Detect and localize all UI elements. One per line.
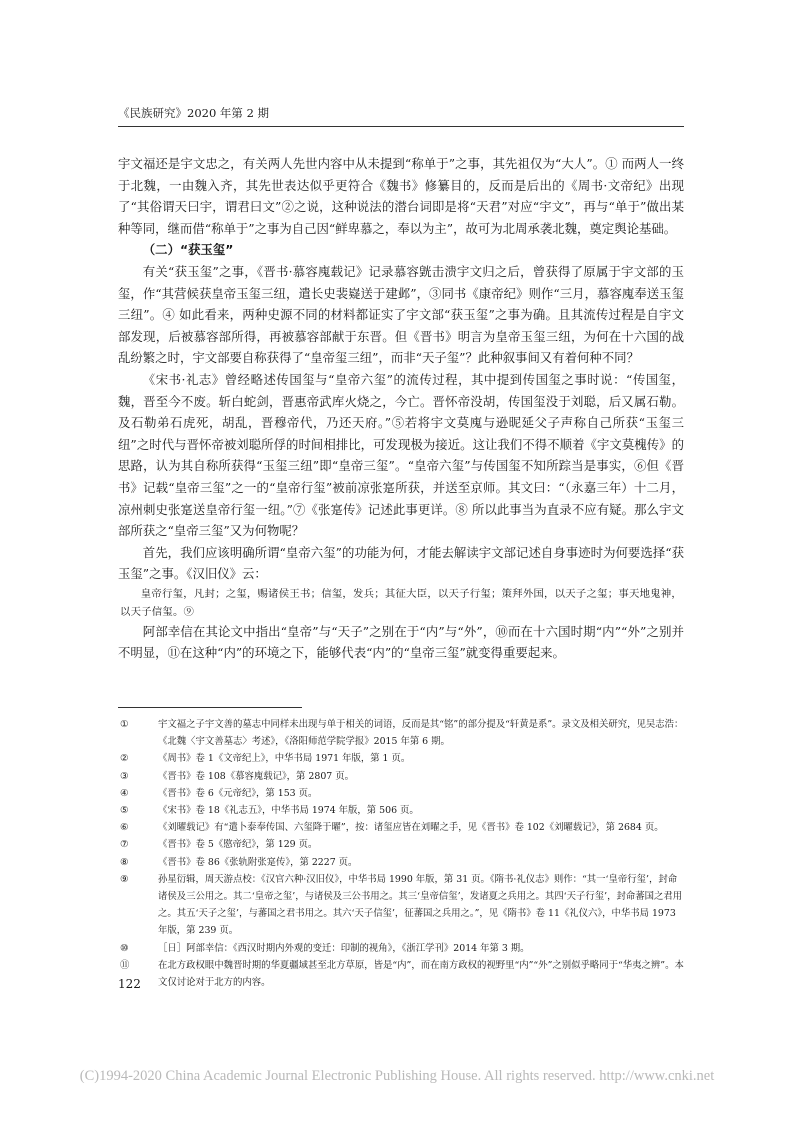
footnote <box>118 854 684 871</box>
body-paragraph: 《宋书·礼志》曾经略述传国玺与“皇帝六玺”的流传过程，其中提到传国玺之事时说：“传国玺，魏，晋至今不废。斩白蛇剑，晋惠帝武库火烧之，今亡。晋怀帝没胡，传国玺没于刘聪，后又属石勒。及石勒弟石虎死，胡乱，晋穆帝代，乃还天府。”⑤若将宇文莫廆与逊昵延父子声称自己所获“玉玺三纽”之时代与晋怀帝被刘聪所俘的时间相排比，可发现极为接近。这让我们不得不顺着《宇文莫槐传》的思路，认为其自称所获得“玉玺三纽”即“皇帝三玺”。“皇帝六玺”与传国玺不知所踪当是事实，⑥但《晋书》记载“皇帝三玺”之一的“皇帝行玺”被前凉张寔所获，并送至京师。其文曰：“（永嘉三年）十二月，凉州刺史张寔送皇帝行玺一纽。”⑦《张寔传》记述此事更详。⑧ 所以此事当为直录不应有疑。那么宇文部所获之“皇帝三玺”又为何物呢？ <box>118 371 684 539</box>
body-paragraph: 阿部幸信在其论文中指出“皇帝”与“天子”之别在于“内”与“外”，⑩而在十六国时期“内”“外”之别并不明显，⑪在这种“内”的环境之下，能够代表“内”的“皇帝三玺”就变得重要起来。 <box>118 623 684 661</box>
footnote-text: 《宋书》卷 18《礼志五》，中华书局 1974 年版，第 506 页。 <box>158 805 419 817</box>
footnotes <box>118 716 684 991</box>
footnote-text: 《刘曜载记》有“遣卜泰奉传国、六玺降于曜”，按：诸玺应皆在刘曜之手，见《晋书》卷 102《刘曜载记》，第 2684 页。 <box>158 822 664 834</box>
footnote-text: 《晋书》卷 6《元帝纪》，第 153 页。 <box>158 787 318 799</box>
footnote <box>118 957 684 991</box>
footnote <box>118 836 684 853</box>
page-number: 122 <box>118 977 141 991</box>
footnote <box>118 768 684 785</box>
footnote-mark: ② <box>120 753 129 765</box>
footnote-mark: ⑩ <box>120 942 129 954</box>
footnote <box>118 802 684 819</box>
footnote-mark: ④ <box>120 787 129 799</box>
footnote <box>118 750 684 767</box>
body-paragraph: 宇文福还是宇文忠之，有关两人先世内容中从未提到“称单于”之事，其先祖仅为“大人”。① 而两人一终于北魏，一由魏入齐，其先世表达似乎更符合《魏书》修纂目的，反而是后出的《周书·文帝纪》出现了“其俗谓天曰宇，谓君曰文”②之说，这种说法的潜台词即是将“天君”对应“宇文”，再与“单于”做出某种等同，继而借“称单于”之事为自己因“鲜卑慕之，奉以为主”，故可为北周承袭北魏，奠定舆论基础。 <box>118 156 684 236</box>
body-paragraph: 首先，我们应该明确所谓“皇帝六玺”的功能为何，才能去解读宇文部记述自身事迹时为何要选择“获玉玺”之事。《汉旧仪》云： <box>118 544 684 582</box>
section-heading: （二）“获玉玺” <box>142 242 234 258</box>
footnote-text: 《周书》卷 1《文帝纪上》，中华书局 1971 年版，第 1 页。 <box>158 753 411 765</box>
footnote <box>118 819 684 836</box>
footnote-mark: ⑥ <box>120 822 129 834</box>
footnote-mark: ⑪ <box>120 959 130 971</box>
journal-header: 《民族研究》2020 年第 2 期 <box>118 106 270 120</box>
footnote-text: 在北方政权眼中魏晋时期的华夏疆域甚至北方草原，皆是“内”，而在南方政权的视野里“内”“外”之别似乎略同于“华夷之辨”。本文仅讨论对于北方的内容。 <box>158 959 684 989</box>
footnote-text: 宇文福之子宇文善的墓志中同样未出现与单于相关的词语，反而是其“铭”的部分提及“轩黄是系”。录文及相关研究，见吴志浩：《北魏〈宇文善墓志〉考述》，《洛阳师范学院学报》2015 年第 6 期。 <box>158 719 684 748</box>
body-paragraph: 有关“获玉玺”之事，《晋书·慕容廆载记》记录慕容皝击溃宇文归之后，曾获得了原属于宇文部的玉玺，作“其营候获皇帝玉玺三纽，遣长史裴嶷送于建邺”，③同书《康帝纪》则作“三月，慕容廆奉送玉玺三纽”。④ 如此看来，两种史源不同的材料都证实了宇文部“获玉玺”之事为确。且其流传过程是自宇文部发现，后被慕容部所得，再被慕容部献于东晋。但《晋书》明言为皇帝玉玺三纽，为何在十六国的战乱纷繁之时，宇文部要自称获得了“皇帝玺三纽”，而非“天子玺”？此种叙事间又有着何种不同？ <box>118 263 684 366</box>
footnote-mark: ⑤ <box>120 805 129 817</box>
block-quote: 皇帝行玺，凡封；之玺，赐诸侯王书；信玺，发兵；其征大臣，以天子行玺；策拜外国，以天子之玺；事天地鬼神，以天子信玺。⑨ <box>120 587 682 618</box>
footnote-text: ［日］阿部幸信：《西汉时期内外观的变迁：印制的视角》，《浙江学刊》2014 年第 3 期。 <box>158 942 530 954</box>
footnote-mark: ⑨ <box>120 873 129 885</box>
footnote <box>118 716 684 750</box>
copyright-footer: (C)1994-2020 China Academic Journal Electronic Publishing House. All rights reserved. http://www.cnki.net <box>79 1068 715 1084</box>
footnote-text: 《晋书》卷 108《慕容廆载记》，第 2807 页。 <box>158 770 354 782</box>
footnote-text: 孙星衍辑，周天游点校：《汉官六种·汉旧仪》，中华书局 1990 年版，第 31 页。《隋书·礼仪志》则作：“其一‘皇帝行玺’，封命诸侯及三公用之。其二‘皇帝之玺’，与诸侯及三公书用之。其三‘皇帝信玺’，发诸夏之兵用之。其四‘天子行玺’，封命蕃国之君用之。其五‘天子之玺’，与蕃国之君书用之。其六‘天子信玺’，征蕃国之兵用之。”，见《隋书》卷 11《礼仪六》，中华书局 1973 年版，第 239 页。 <box>158 873 683 937</box>
footnote <box>118 871 684 940</box>
footnote-mark: ① <box>120 719 129 730</box>
footnote-text: 《晋书》卷 86《张轨附张寔传》，第 2227 页。 <box>158 856 358 868</box>
header-divider <box>118 126 684 127</box>
footnote-text: 《晋书》卷 5《愍帝纪》，第 129 页。 <box>158 839 318 851</box>
footnote-mark: ⑦ <box>120 839 129 851</box>
footnote-mark: ⑧ <box>120 856 129 868</box>
article-body <box>118 153 684 664</box>
footnote-mark: ③ <box>120 770 129 782</box>
footnote <box>118 785 684 802</box>
footnote-divider <box>118 707 302 708</box>
footnote <box>118 940 684 957</box>
